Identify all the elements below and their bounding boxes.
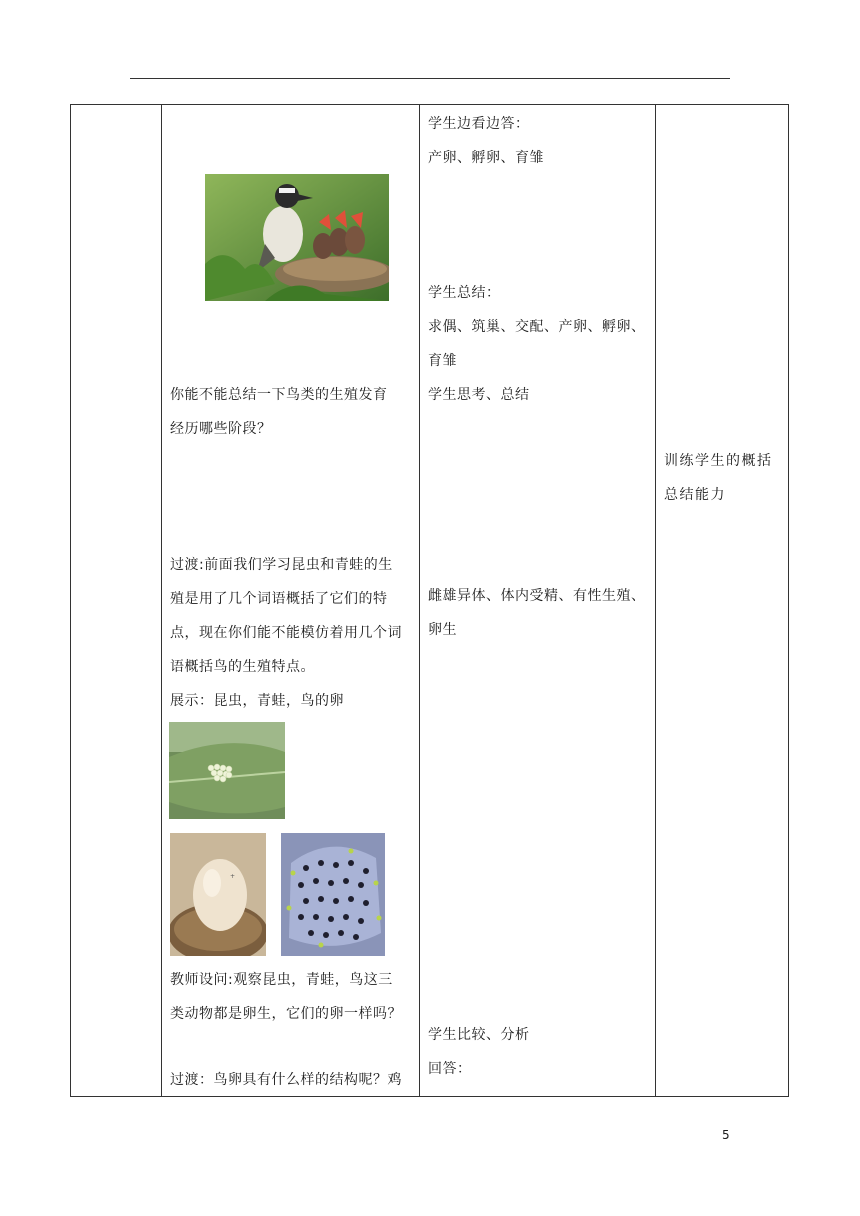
text-line: 雌雄异体、体内受精、有性生殖、 xyxy=(428,588,646,604)
insect-eggs-photo xyxy=(169,722,285,819)
text-line: 类动物都是卵生，它们的卵一样吗？ xyxy=(170,1006,402,1022)
text-line: 产卵、孵卵、育雏 xyxy=(428,150,544,166)
text-line: 过渡：鸟卵具有什么样的结构呢？鸡 xyxy=(170,1072,402,1088)
text-line: 过渡:前面我们学习昆虫和青蛙的生 xyxy=(170,557,393,573)
text-line: 点，现在你们能不能模仿着用几个词 xyxy=(170,625,402,641)
transition-text xyxy=(170,548,402,718)
student-summary xyxy=(428,276,646,412)
bird-feeding-chicks-photo xyxy=(205,174,389,301)
header-rule xyxy=(130,78,730,79)
bird-egg-photo xyxy=(170,833,266,956)
teacher-question xyxy=(170,963,402,1031)
text-line: 经历哪些阶段？ xyxy=(170,421,272,437)
text-line: 殖是用了几个词语概括了它们的特 xyxy=(170,591,388,607)
text-line: 你能不能总结一下鸟类的生殖发育 xyxy=(170,387,388,403)
student-answer xyxy=(428,107,544,175)
column-divider xyxy=(161,105,162,1096)
text-line: 育雏 xyxy=(428,353,457,369)
text-line: 总结能力 xyxy=(664,487,726,503)
reproduction-traits xyxy=(428,579,646,647)
column-divider xyxy=(419,105,420,1096)
text-line: 学生思考、总结 xyxy=(428,387,530,403)
design-goal xyxy=(664,444,773,512)
text-line: 学生比较、分析 xyxy=(428,1027,530,1043)
text-line: 卵生 xyxy=(428,622,457,638)
text-line: 学生总结： xyxy=(428,285,501,301)
page-number: 5 xyxy=(722,1128,730,1142)
svg-text:+: + xyxy=(230,873,236,880)
text-line: 回答： xyxy=(428,1061,472,1077)
student-compare xyxy=(428,1018,530,1086)
text-line: 学生边看边答： xyxy=(428,116,530,132)
text-line: 教师设问:观察昆虫，青蛙，鸟这三 xyxy=(170,972,393,988)
text-line: 求偶、筑巢、交配、产卵、孵卵、 xyxy=(428,319,646,335)
text-line: 展示：昆虫，青蛙，鸟的卵 xyxy=(170,693,344,709)
text-line: 训练学生的概括 xyxy=(664,453,773,469)
summary-question xyxy=(170,378,388,446)
frog-eggs-photo xyxy=(281,833,385,956)
column-divider xyxy=(655,105,656,1096)
transition-2 xyxy=(170,1063,402,1097)
text-line: 语概括鸟的生殖特点。 xyxy=(170,659,315,675)
